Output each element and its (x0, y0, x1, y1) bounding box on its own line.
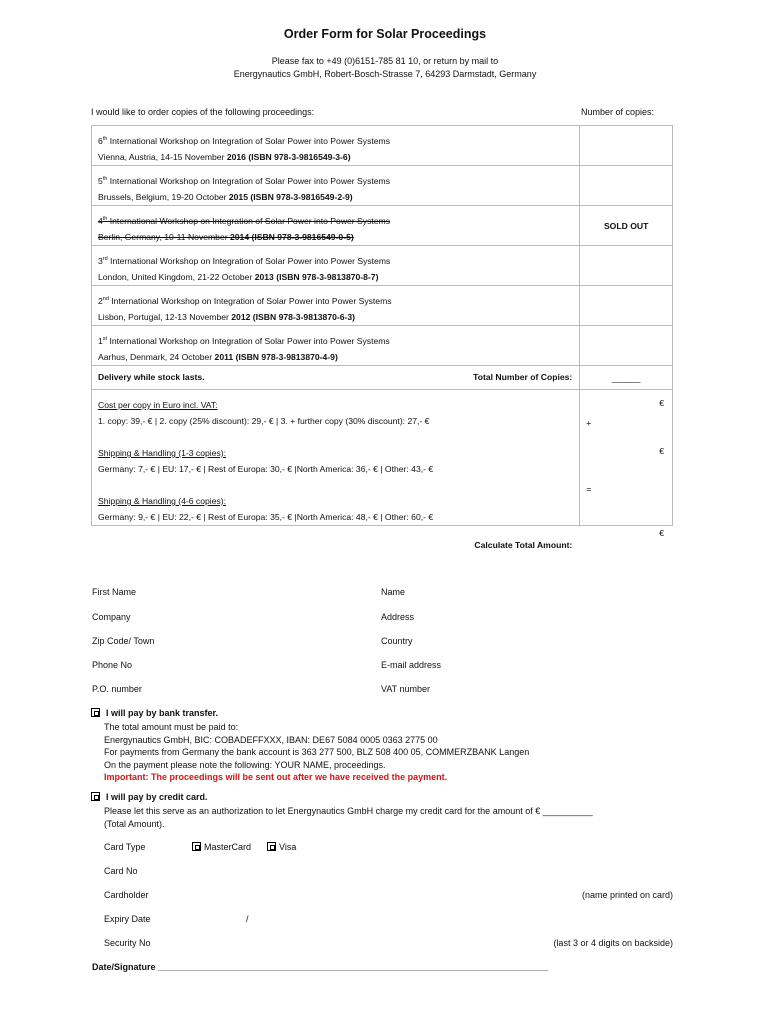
shipping-euro[interactable]: € (659, 446, 664, 456)
proceeding-row (92, 286, 673, 326)
edition-suffix: rd (102, 256, 108, 262)
bank-line-2: Energynautics GmbH, BIC: COBADEFFXXX, IBAN: DE67 5084 0005 0363 2775 00 (104, 734, 438, 745)
bank-transfer-checkbox[interactable] (91, 708, 100, 717)
mastercard-checkbox[interactable] (192, 842, 201, 851)
email-field[interactable]: E-mail address (381, 660, 442, 670)
edition-number: 1 (98, 336, 103, 346)
workshop-isbn: (ISBN 978-3-9813870-4-9) (233, 352, 338, 362)
proceeding-details (98, 189, 573, 205)
total-euro[interactable]: € (659, 528, 664, 538)
proceeding-title (98, 253, 573, 269)
cardholder-hint: (name printed on card) (581, 890, 673, 900)
copies-input[interactable] (580, 246, 673, 286)
workshop-location: Brussels, Belgium, 19-20 October (98, 192, 229, 202)
proceeding-row (92, 326, 673, 366)
fax-instruction: Please fax to +49 (0)6151-785 81 10, or return by mail to (271, 56, 499, 66)
proceeding-title (98, 333, 573, 349)
workshop-title: International Workshop on Integration of Solar Power into Power Systems (107, 256, 391, 266)
mail-address: Energynautics GmbH, Robert-Bosch-Strasse 7, 64293 Darmstadt, Germany (233, 69, 537, 79)
bank-transfer-option[interactable] (91, 708, 218, 718)
sold-out-label: SOLD OUT (580, 206, 673, 246)
first-name-field[interactable]: First Name (92, 587, 137, 597)
proceeding-title (98, 133, 573, 149)
page-title: Order Form for Solar Proceedings (283, 27, 487, 41)
proceeding-row (92, 166, 673, 206)
edition-suffix: th (102, 216, 108, 222)
workshop-location: Berlin, Germany, 10-11 November (98, 232, 230, 242)
proceeding-row (92, 246, 673, 286)
copies-input[interactable] (580, 286, 673, 326)
shipping1-line: Germany: 7,- € | EU: 17,- € | Rest of Europa: 30,- € |North America: 36,- € | Other: 43,- € (98, 464, 434, 474)
copies-input[interactable] (580, 166, 673, 206)
zip-town-field[interactable]: Zip Code/ Town (92, 636, 155, 646)
workshop-year: 2012 (231, 312, 251, 322)
workshop-location: Lisbon, Portugal, 12-13 November (98, 312, 232, 322)
workshop-location: London, United Kingdom, 21-22 October (98, 272, 255, 282)
name-field[interactable]: Name (381, 587, 406, 597)
security-number-hint: (last 3 or 4 digits on backside) (553, 938, 673, 948)
proceeding-title (98, 213, 573, 229)
edition-suffix: th (102, 176, 108, 182)
expiry-separator: / (246, 914, 249, 924)
workshop-isbn: (ISBN 978-3-9816549-0-5) (249, 232, 354, 242)
edition-suffix: th (102, 136, 108, 142)
credit-card-authorization (104, 805, 593, 830)
proceeding-details (98, 229, 573, 245)
workshop-location: Aarhus, Denmark, 24 October (98, 352, 215, 362)
proceeding-details (98, 149, 573, 165)
workshop-location: Vienna, Austria, 14-15 November (98, 152, 227, 162)
equals-sign: = (586, 484, 592, 494)
edition-number: 5 (98, 176, 103, 186)
bank-important-note: Important: The proceedings will be sent out after we have received the payment. (104, 772, 448, 782)
visa-option[interactable] (267, 842, 296, 852)
bank-transfer-heading: I will pay by bank transfer. (106, 708, 219, 718)
proceedings-table (91, 125, 673, 550)
cost-header: Cost per copy in Euro incl. VAT: (98, 400, 218, 410)
phone-field[interactable]: Phone No (92, 660, 133, 670)
delivery-note: Delivery while stock lasts. (98, 372, 205, 382)
date-signature-field[interactable]: Date/Signature ______________________________________________________________________________ (92, 962, 549, 972)
shipping2-header: Shipping & Handling (4-6 copies): (98, 496, 227, 506)
bank-line-4: On the payment please note the following: YOUR NAME, proceedings. (104, 759, 386, 770)
cost-row (92, 390, 673, 526)
card-number-field[interactable]: Card No (104, 866, 138, 876)
card-type-label: Card Type (104, 842, 146, 852)
shipping2-line: Germany: 9,- € | EU: 22,- € | Rest of Europa: 35,- € |North America: 48,- € | Other: 60,- € (98, 512, 434, 522)
plus-sign: + (586, 418, 592, 428)
vat-number-field[interactable]: VAT number (381, 684, 431, 694)
edition-number: 4 (98, 216, 103, 226)
workshop-title: International Workshop on Integration of Solar Power into Power Systems (107, 176, 390, 186)
copies-input[interactable] (580, 126, 673, 166)
copies-header: Number of copies: (581, 107, 655, 117)
proceeding-row (92, 206, 673, 246)
total-copies-label: Total Number of Copies: (473, 372, 573, 382)
bank-line-1: The total amount must be paid to: (104, 722, 239, 732)
workshop-year: 2016 (226, 152, 246, 162)
company-field[interactable]: Company (92, 612, 131, 622)
edition-number: 3 (98, 256, 103, 266)
cost-line: 1. copy: 39,- € | 2. copy (25% discount): 29,- € | 3. + further copy (30% discount): 27,- € (98, 416, 430, 426)
workshop-isbn: (ISBN 978-3-9816549-2-9) (248, 192, 353, 202)
edition-suffix: st (102, 336, 108, 342)
workshop-year: 2013 (254, 272, 274, 282)
cardholder-field[interactable]: Cardholder (104, 890, 149, 900)
security-number-field[interactable]: Security No (104, 938, 151, 948)
cost-euro[interactable]: € (659, 398, 664, 408)
workshop-isbn: (ISBN 978-3-9813870-8-7) (273, 272, 379, 282)
workshop-isbn: (ISBN 978-3-9813870-6-3) (250, 312, 356, 322)
total-row (92, 366, 673, 390)
address-field[interactable]: Address (381, 612, 415, 622)
shipping1-header: Shipping & Handling (1-3 copies): (98, 448, 227, 458)
proceeding-details (98, 309, 573, 325)
visa-label: Visa (279, 842, 297, 852)
credit-card-heading: I will pay by credit card. (106, 792, 208, 802)
edition-suffix: nd (102, 296, 109, 302)
visa-checkbox[interactable] (267, 842, 276, 851)
po-number-field[interactable]: P.O. number (92, 684, 142, 694)
mastercard-option[interactable] (192, 842, 251, 852)
workshop-year: 2015 (228, 192, 248, 202)
expiry-date-field[interactable]: Expiry Date (104, 914, 151, 924)
mastercard-label: MasterCard (204, 842, 252, 852)
edition-number: 6 (98, 136, 103, 146)
order-intro: I would like to order copies of the following proceedings: (91, 107, 315, 117)
proceeding-details (98, 349, 573, 365)
card-auth-line-2: (Total Amount). (104, 818, 165, 829)
bank-details (104, 721, 529, 784)
credit-card-checkbox[interactable] (91, 792, 100, 801)
copies-input[interactable] (580, 326, 673, 366)
workshop-title: International Workshop on Integration of Solar Power into Power Systems (107, 216, 390, 226)
workshop-title: International Workshop on Integration of Solar Power into Power Systems (107, 136, 390, 146)
proceeding-title (98, 173, 573, 189)
proceeding-title (98, 293, 573, 309)
workshop-year: 2014 (229, 232, 250, 242)
edition-number: 2 (98, 296, 103, 306)
workshop-title: International Workshop on Integration of Solar Power into Power Systems (107, 336, 390, 346)
total-copies-field[interactable]: ______ (580, 366, 673, 390)
workshop-isbn: (ISBN 978-3-9816549-3-6) (245, 152, 351, 162)
workshop-title: International Workshop on Integration of Solar Power into Power Systems (108, 296, 392, 306)
bank-line-3: For payments from Germany the bank account is 363 277 500, BLZ 508 400 05, COMMERZBANK Langen (104, 747, 530, 757)
country-field[interactable]: Country (381, 636, 413, 646)
proceeding-details (98, 269, 573, 285)
credit-card-option[interactable] (91, 792, 208, 802)
proceeding-row (92, 126, 673, 166)
card-auth-line-1: Please let this serve as an authorization to let Energynautics GmbH charge my credit card for the amount of € __________ (104, 806, 593, 816)
workshop-year: 2011 (214, 352, 234, 362)
calc-total-label: Calculate Total Amount: (474, 540, 573, 550)
